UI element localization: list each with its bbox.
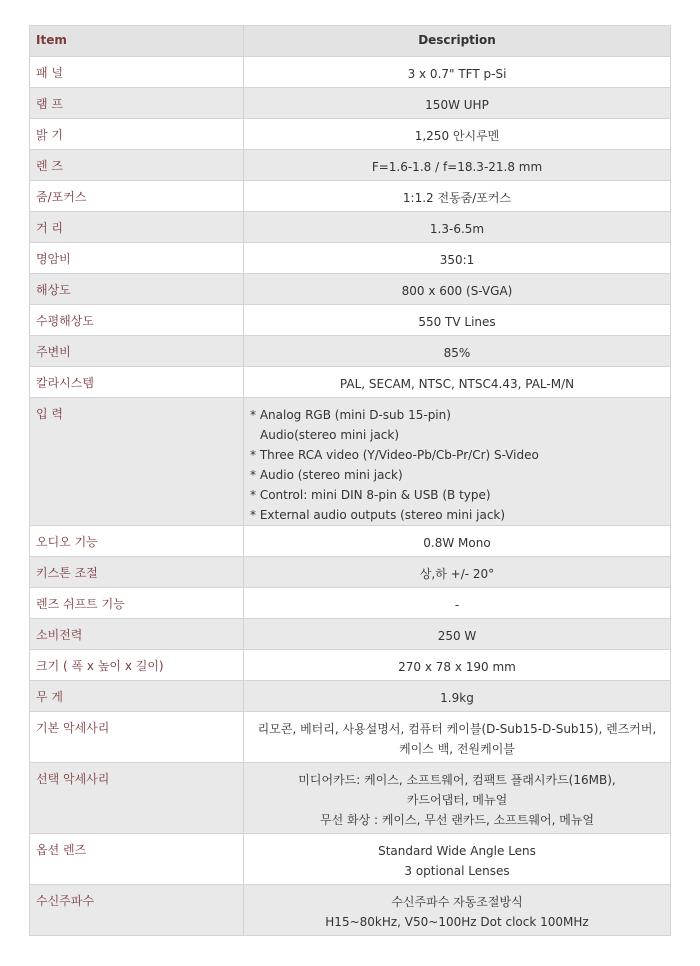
description-line: 1,250 안시루멘 bbox=[414, 129, 500, 143]
table-row bbox=[30, 398, 671, 526]
row-label: 키스톤 조절 bbox=[30, 557, 244, 588]
description-line: 550 TV Lines bbox=[418, 315, 496, 329]
row-description bbox=[244, 274, 671, 305]
table-row bbox=[30, 212, 671, 243]
table-row bbox=[30, 336, 671, 367]
row-description bbox=[244, 650, 671, 681]
spec-table bbox=[29, 25, 671, 936]
description-line: 3 x 0.7" TFT p-Si bbox=[407, 67, 507, 81]
row-description bbox=[244, 150, 671, 181]
row-label: 밝 기 bbox=[30, 119, 244, 150]
table-row bbox=[30, 681, 671, 712]
table-row bbox=[30, 274, 671, 305]
row-description bbox=[244, 588, 671, 619]
row-label: 패 널 bbox=[30, 57, 244, 88]
row-description bbox=[244, 834, 671, 885]
row-description bbox=[244, 557, 671, 588]
description-line: 수신주파수 자동조절방식 bbox=[391, 895, 523, 909]
description-line: 270 x 78 x 190 mm bbox=[398, 660, 516, 674]
row-description bbox=[244, 119, 671, 150]
description-line: - bbox=[454, 598, 460, 612]
row-description bbox=[244, 619, 671, 650]
table-row bbox=[30, 619, 671, 650]
table-row bbox=[30, 57, 671, 88]
table-row bbox=[30, 834, 671, 885]
row-label: 옵션 렌즈 bbox=[30, 834, 244, 885]
description-line: * Analog RGB (mini D-sub 15-pin) bbox=[250, 408, 451, 422]
description-line: 리모콘, 베터리, 사용설명서, 컴퓨터 케이블(D-Sub15-D-Sub15), 렌즈커버, bbox=[257, 722, 657, 736]
row-description bbox=[244, 88, 671, 119]
row-label: 램 프 bbox=[30, 88, 244, 119]
table-row bbox=[30, 305, 671, 336]
row-description bbox=[244, 885, 671, 936]
table-row bbox=[30, 150, 671, 181]
row-label: 수평해상도 bbox=[30, 305, 244, 336]
row-label: 오디오 기능 bbox=[30, 526, 244, 557]
description-line: 무선 화상 : 케이스, 무선 랜카드, 소프트웨어, 메뉴얼 bbox=[319, 813, 595, 827]
header-description: Description bbox=[244, 26, 671, 57]
table-row bbox=[30, 885, 671, 936]
description-line: 1:1.2 전동줌/포커스 bbox=[402, 191, 512, 205]
description-line: * Audio (stereo mini jack) bbox=[250, 468, 403, 482]
description-line: * Three RCA video (Y/Video-Pb/Cb-Pr/Cr) S-Video bbox=[250, 448, 539, 462]
row-label: 입 력 bbox=[30, 398, 244, 526]
header-item: Item bbox=[30, 26, 244, 57]
description-line: 150W UHP bbox=[425, 98, 489, 112]
row-label: 무 게 bbox=[30, 681, 244, 712]
row-description bbox=[244, 712, 671, 763]
description-line: PAL, SECAM, NTSC, NTSC4.43, PAL-M/N bbox=[339, 377, 575, 391]
row-label: 선택 악세사리 bbox=[30, 763, 244, 834]
table-row bbox=[30, 588, 671, 619]
description-line: Standard Wide Angle Lens bbox=[378, 844, 536, 858]
table-row bbox=[30, 526, 671, 557]
description-line: 케이스 백, 전원케이블 bbox=[399, 742, 515, 756]
description-line: 85% bbox=[443, 346, 471, 360]
description-line: 250 W bbox=[437, 629, 477, 643]
row-description bbox=[244, 57, 671, 88]
row-label: 거 리 bbox=[30, 212, 244, 243]
description-line: F=1.6-1.8 / f=18.3-21.8 mm bbox=[371, 160, 543, 174]
table-row bbox=[30, 367, 671, 398]
table-row bbox=[30, 243, 671, 274]
description-line: 0.8W Mono bbox=[423, 536, 491, 550]
row-description bbox=[244, 367, 671, 398]
table-row bbox=[30, 119, 671, 150]
row-description bbox=[244, 681, 671, 712]
description-line: 상,하 +/- 20° bbox=[419, 567, 495, 581]
description-line: * Control: mini DIN 8-pin & USB (B type) bbox=[250, 488, 491, 502]
row-label: 줌/포커스 bbox=[30, 181, 244, 212]
row-label: 명암비 bbox=[30, 243, 244, 274]
description-line: 1.9kg bbox=[440, 691, 474, 705]
description-line: Audio(stereo mini jack) bbox=[260, 428, 400, 442]
row-label: 해상도 bbox=[30, 274, 244, 305]
row-description bbox=[244, 212, 671, 243]
table-row bbox=[30, 712, 671, 763]
description-line: * External audio outputs (stereo mini jack) bbox=[250, 508, 506, 522]
row-description bbox=[244, 243, 671, 274]
row-label: 크기 ( 폭 x 높이 x 길이) bbox=[30, 650, 244, 681]
row-label: 소비전력 bbox=[30, 619, 244, 650]
description-line: 350:1 bbox=[439, 253, 475, 267]
table-row bbox=[30, 763, 671, 834]
description-line: 3 optional Lenses bbox=[404, 864, 510, 878]
row-label: 렌 즈 bbox=[30, 150, 244, 181]
row-description bbox=[244, 763, 671, 834]
description-line: H15~80kHz, V50~100Hz Dot clock 100MHz bbox=[325, 915, 589, 929]
table-row bbox=[30, 557, 671, 588]
description-line: 1.3-6.5m bbox=[429, 222, 485, 236]
row-description bbox=[244, 526, 671, 557]
spec-table-body bbox=[30, 26, 671, 936]
row-label: 렌즈 쉬프트 기능 bbox=[30, 588, 244, 619]
row-description bbox=[244, 181, 671, 212]
row-label: 주변비 bbox=[30, 336, 244, 367]
row-description bbox=[244, 336, 671, 367]
row-label: 수신주파수 bbox=[30, 885, 244, 936]
row-description bbox=[244, 305, 671, 336]
description-line: 미디어카드: 케이스, 소프트웨어, 컴팩트 플래시카드(16MB), bbox=[298, 773, 616, 787]
table-row bbox=[30, 650, 671, 681]
table-row bbox=[30, 181, 671, 212]
row-label: 칼라시스템 bbox=[30, 367, 244, 398]
row-label: 기본 악세사리 bbox=[30, 712, 244, 763]
row-description bbox=[244, 398, 671, 526]
table-header-row bbox=[30, 26, 671, 57]
table-row bbox=[30, 88, 671, 119]
description-line: 카드어댑터, 메뉴얼 bbox=[406, 793, 508, 807]
description-line: 800 x 600 (S-VGA) bbox=[401, 284, 513, 298]
